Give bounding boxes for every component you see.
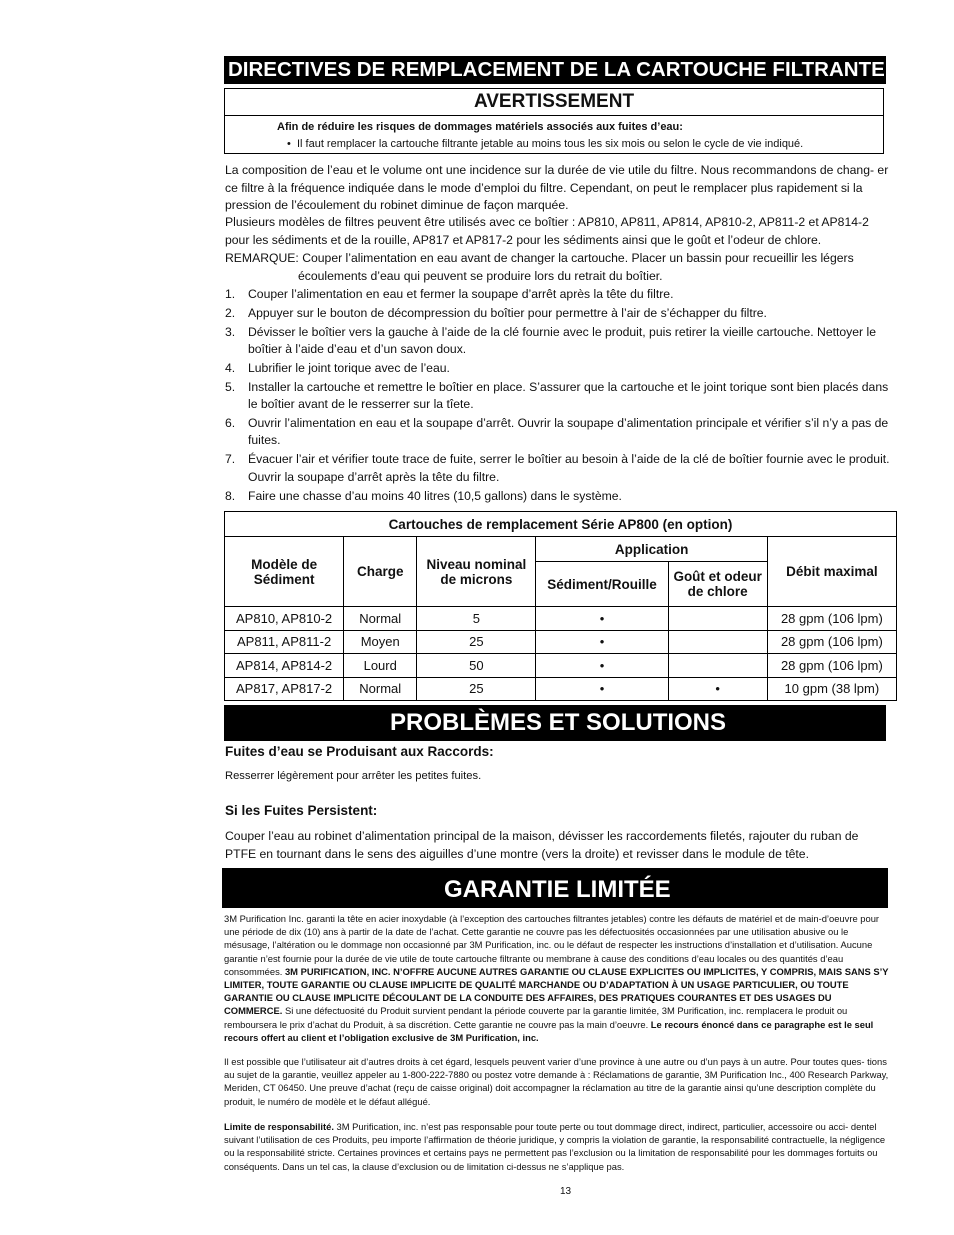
table-caption: Cartouches de remplacement Série AP800 (en option) bbox=[225, 512, 897, 537]
list-item: 3. Dévisser le boîtier vers la gauche à l’aide de la clé fournie avec le produit, puis retirer la vieille cartouche. Nettoyer le boîtier à l’aide d’eau et d’un savon doux. bbox=[225, 324, 876, 357]
header-application: Application bbox=[536, 537, 767, 562]
warranty-paragraph-2: Il est possible que l’utilisateur ait d’autres droits à cet égard, lesquels peuvent varier d’une province à une autre ou d’un pays à un autre. Pour toutes ques- tions au sujet de la garantie, veuillez appeler au 1-800-222-7880 ou postez votre demande à : Réclamations de garantie, 3M Purification Inc., 400 Research Parkway, Meriden, CT 06450. Une preuve d’achat (reçu de caisse original) doit accompagner la réclamation au titre de la garantie ainsi qu’une description complète du produit, le numéro de modèle et le défaut allégué. bbox=[224, 1056, 889, 1107]
warranty-paragraph-1: 3M Purification Inc. garanti la tête en acier inoxydable (à l’exception des cartouches filtrantes jetables) contre les défauts de matériel et de main-d’oeuvre pour une période de dix (10) ans à partir de la date de l’achat. Cette garantie ne couvre pas les défectuosités occasionnées par une utilisation abusive ou le mésusage, l’altération ou le dommage non occasionné par 3M Purification, inc. ou le défaut de respecter les instructions d’installation et d’utilisation. Aucune garantie n’est fournie pour la durée de vie utile de toute cartouche filtrante ou membrane à cause des conditions d’eau locales ou des quantités d’eau consommées. 3M PURIFICATION, INC. N’OFFRE AUCUNE AUTRES GARANTIE OU CLAUSE EXPLICITES OU IMPLICITES, Y COMPRIS, MAIS SANS S’Y LIMITER, TOUTE GARANTIE OU CLAUSE IMPLICITE DE QUALITÉ MARCHANDE OU D’ADAPTATION À UN USAGE PARTICULIER, OU TOUTE GARANTIE OU CLAUSE IMPLICITE DÉCOULANT DE LA CONDUITE DES AFFAIRES, DES PRATIQUES COURANTES ET DES USAGES DU COMMERCE. Si une défectuosité du Produit survient pendant la période couverte par la garantie limitée, 3M Purification, inc. remplacera le produit ou remboursera le prix d’achat du Produit, à sa discrétion. Cette garantie ne couvre pas la main d’oeuvre. Le recours énoncé dans ce paragraphe est le seul recours offert au client et l’obligation exclusive de 3M Purification, inc. bbox=[224, 913, 889, 1043]
list-item: 8. Faire une chasse d’au moins 40 litres (10,5 gallons) dans le système. bbox=[225, 488, 622, 503]
intro-paragraph-2: Plusieurs modèles de filtres peuvent être utilisés avec ce boîtier : AP810, AP811, AP814, AP810-2, AP811-2 et AP814-2 pour les sédiments et de la rouille, AP817 et AP817-2 pour les sédiments ainsi que le goût et l’odeur de chlore. bbox=[225, 215, 869, 247]
page-number: 13 bbox=[560, 1186, 572, 1197]
table-row: AP817, AP817-2 Normal 25 • • 10 gpm (38 lpm) bbox=[225, 677, 897, 701]
list-item: 2. Appuyer sur le bouton de décompression du boîtier pour permettre à l’air de s’échapper du filtre. bbox=[225, 305, 767, 320]
problem-text-1: Resserrer légèrement pour arrêter les petites fuites. bbox=[225, 770, 482, 782]
header-microns: Niveau nominal de microns bbox=[417, 537, 536, 607]
note bbox=[225, 250, 890, 285]
header-model: Modèle de Sédiment bbox=[225, 537, 344, 607]
warranty-heading-bar: GARANTIE LIMITÉE bbox=[222, 868, 888, 908]
warranty-paragraph-3: Limite de responsabilité. 3M Purification, inc. n’est pas responsable pour toute perte ou tout dommage direct, indirect, particulier, accessoire ou acci- dentel suivant l’utilisation de ces Produits, peu importe l’affirmation de théorie juridique, y compris la violation de garantie, la responsabilité contractuelle, la négligence ou la responsabilité stricte. Certaines provinces et certains pays ne permettent pas l’exclusion ou la limitation de responsabilité pour les dommages fortuits ou conséquents. Dans un tel cas, la clause d’exclusion ou de limitation ci-dessus ne s’applique pas. bbox=[224, 1121, 886, 1172]
note-line-2: écoulements d’eau qui peuvent se produire lors du retrait du boîtier. bbox=[298, 268, 663, 283]
cartridge-table bbox=[224, 511, 897, 701]
list-item: 7. Évacuer l’air et vérifier toute trace de fuite, serrer le boîtier au besoin à l’aide de la clé de boîtier fournie avec le produit. Ouvrir la soupape d’arrêt après la tête du filtre. bbox=[225, 452, 890, 484]
warning-box bbox=[224, 88, 884, 154]
list-item: 4. Lubrifier le joint torique avec de l’eau. bbox=[225, 360, 450, 375]
table-row: AP814, AP814-2 Lourd 50 • 28 gpm (106 lpm) bbox=[225, 654, 897, 678]
list-item: 5. Installer la cartouche et remettre le boîtier en place. S’assurer que la cartouche et le joint torique sont bien placés dans le boîtier avant de le resserrer sur la tîete. bbox=[225, 379, 889, 412]
list-item: 6. Ouvrir l’alimentation en eau et la soupape d’arrêt. Ouvrir la soupape d’alimentation principale et vérifier s’il n’y a pas de fuites. bbox=[225, 415, 889, 448]
warning-heading: AVERTISSEMENT bbox=[225, 89, 883, 116]
problem-subheading-1: Fuites d’eau se Produisant aux Raccords: bbox=[225, 744, 494, 759]
warning-lead: Afin de réduire les risques de dommages matériels associés aux fuites d’eau: bbox=[277, 121, 683, 133]
problem-subheading-2: Si les Fuites Persistent: bbox=[225, 803, 378, 818]
table-row: AP810, AP810-2 Normal 5 • 28 gpm (106 lpm) bbox=[225, 607, 897, 631]
table-row: AP811, AP811-2 Moyen 25 • 28 gpm (106 lpm) bbox=[225, 630, 897, 654]
list-item: 1. Couper l’alimentation en eau et fermer la soupape d’arrêt après la tête du filtre. bbox=[225, 287, 674, 301]
header-chlorine: Goût et odeur de chlore bbox=[668, 562, 767, 607]
note-line-1: REMARQUE: Couper l’alimentation en eau avant de changer la cartouche. Placer un bassin pour recueillir les légers bbox=[225, 251, 854, 265]
warning-bullet bbox=[287, 138, 883, 150]
problem-text-2: Couper l’eau au robinet d’alimentation principal de la maison, dévisser les raccordements filetés, rajouter du ruban de PTFE en tournant dans le sens des aiguilles d’une montre (vers la droite) et revisser dans le module de tête. bbox=[225, 829, 859, 861]
warning-bullet-text: Il faut remplacer la cartouche filtrante jetable au moins tous les six mois ou selon le cycle de vie indiqué. bbox=[296, 138, 804, 150]
header-charge: Charge bbox=[344, 537, 417, 607]
intro-paragraph-1: La composition de l’eau et le volume ont une incidence sur la durée de vie utile du filtre. Nous recommandons de chang- er ce filtre à la fréquence indiquée dans le mode d’emploi du filtre. Cependant, on peut le remplacer plus rapidement si la pression de l’écoulement du robinet diminue de façon marquée. bbox=[225, 163, 889, 212]
problems-heading-bar: PROBLÈMES ET SOLUTIONS bbox=[224, 705, 886, 741]
replacement-steps bbox=[225, 286, 890, 506]
header-flow: Débit maximal bbox=[767, 537, 896, 607]
header-sediment: Sédiment/Rouille bbox=[536, 562, 668, 607]
bullet-icon: • bbox=[287, 138, 297, 150]
section-title-bar: DIRECTIVES DE REMPLACEMENT DE LA CARTOUCHE FILTRANTE bbox=[224, 56, 886, 84]
